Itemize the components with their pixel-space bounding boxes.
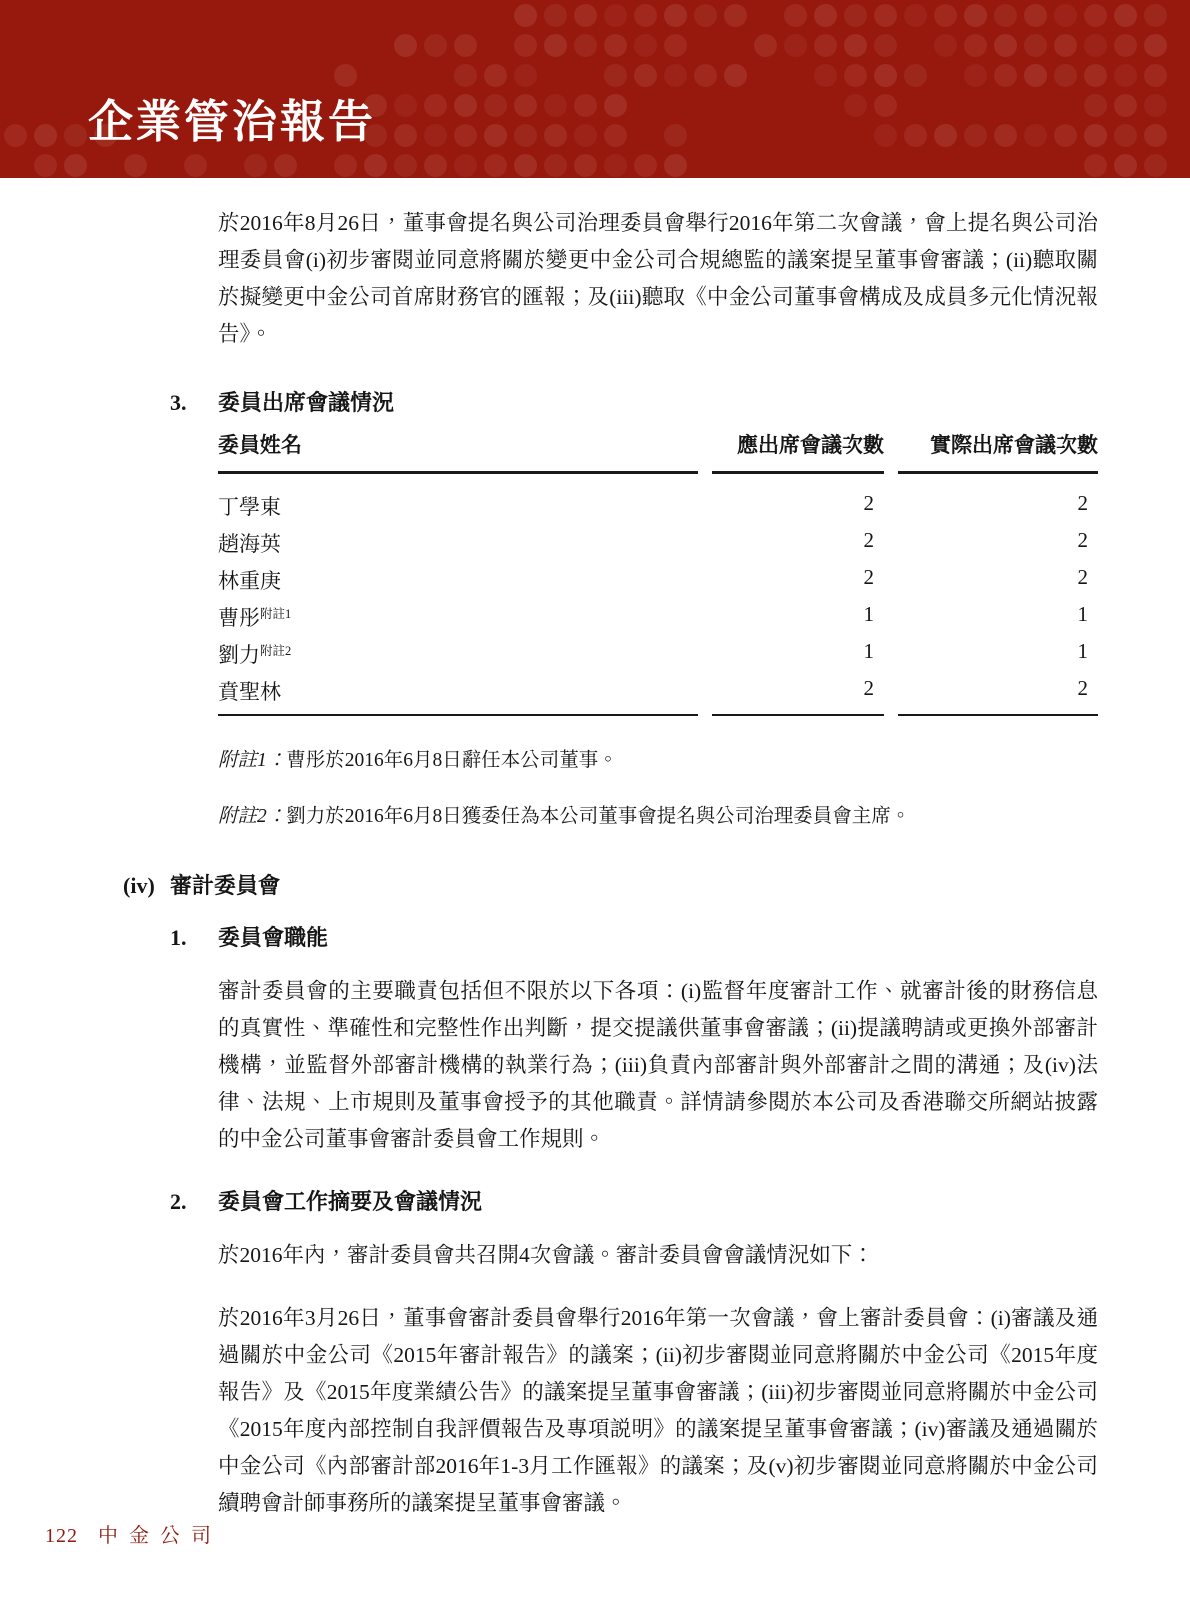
note-ref: 附註2 xyxy=(260,644,292,658)
banner-dot xyxy=(34,154,57,177)
subsection-2-heading xyxy=(170,1188,1190,1216)
banner-dot xyxy=(844,4,867,27)
banner-dot xyxy=(484,124,507,147)
banner-dot xyxy=(874,124,897,147)
banner-dot xyxy=(874,34,897,57)
intro-paragraph: 於2016年8月26日，董事會提名與公司治理委員會舉行2016年第二次會議，會上提名與公司治理委員會(i)初步審閱並同意將關於變更中金公司合規總監的議案提呈董事會審議；(ii)聽取關於擬變更中金公司首席財務官的匯報；及(iii)聽取《中金公司董事會構成及成員多元化情況報告》。 xyxy=(218,211,1098,346)
banner-dot xyxy=(964,4,987,27)
banner-dot xyxy=(694,64,717,87)
banner-dot xyxy=(1054,34,1077,57)
table-header-required: 應出席會議次數 xyxy=(712,429,884,474)
table-cell-actual: 2 xyxy=(1077,565,1088,589)
note-ref: 附註1 xyxy=(260,607,292,621)
banner-dot xyxy=(844,94,867,117)
footnote-2-label: 附註2： xyxy=(218,806,287,827)
banner-dot xyxy=(694,4,717,27)
banner-dot xyxy=(334,64,357,87)
banner-dot xyxy=(574,4,597,27)
banner-dot xyxy=(874,94,897,117)
banner-dot xyxy=(964,34,987,57)
banner-dot xyxy=(544,4,567,27)
banner-dot xyxy=(544,94,567,117)
banner-dot xyxy=(244,154,267,177)
banner-dot xyxy=(964,124,987,147)
banner-dot xyxy=(484,64,507,87)
banner-dot xyxy=(604,4,627,27)
banner-dot xyxy=(874,4,897,27)
banner-dot xyxy=(1084,64,1107,87)
banner-dot xyxy=(1084,34,1107,57)
banner-dot xyxy=(1144,64,1167,87)
banner-dot xyxy=(484,154,507,177)
banner-dot xyxy=(664,4,687,27)
banner-dot xyxy=(514,4,537,27)
banner-dot xyxy=(394,154,417,177)
table-row: 賁聖林 xyxy=(218,672,698,716)
section-iv-heading xyxy=(123,872,1190,900)
banner-dot xyxy=(1144,124,1167,147)
banner-dot xyxy=(454,154,477,177)
banner-dot xyxy=(514,34,537,57)
footnote-1 xyxy=(218,748,1098,774)
page-banner xyxy=(0,0,1190,178)
section-3-title: 委員出席會議情況 xyxy=(218,390,395,415)
banner-dot xyxy=(994,4,1017,27)
banner-dot xyxy=(394,124,417,147)
banner-dot xyxy=(424,154,447,177)
footnote-1-text: 曹彤於2016年6月8日辭任本公司董事。 xyxy=(286,750,618,771)
banner-dot xyxy=(514,94,537,117)
banner-dot xyxy=(814,64,837,87)
table-cell-required: 1 xyxy=(863,602,874,626)
banner-dot xyxy=(184,154,207,177)
banner-dot xyxy=(1114,94,1137,117)
banner-dot xyxy=(124,154,147,177)
banner-dot xyxy=(604,124,627,147)
banner-dot xyxy=(1024,34,1047,57)
banner-dot xyxy=(964,64,987,87)
banner-dot xyxy=(934,4,957,27)
table-cell-actual: 1 xyxy=(1077,602,1088,626)
banner-dot xyxy=(334,154,357,177)
banner-dot xyxy=(514,154,537,177)
banner-dot xyxy=(574,154,597,177)
banner-dot xyxy=(1144,94,1167,117)
banner-dot xyxy=(604,154,627,177)
table-cell-required: 1 xyxy=(863,639,874,663)
section-iv-number: (iv) xyxy=(123,873,155,898)
banner-dot xyxy=(394,34,417,57)
banner-dot xyxy=(634,154,657,177)
banner-dot xyxy=(574,94,597,117)
banner-dot xyxy=(424,34,447,57)
footnote-1-label: 附註1： xyxy=(218,750,287,771)
banner-dot xyxy=(1144,4,1167,27)
banner-dot xyxy=(394,94,417,117)
subsection-2-paragraph-1: 於2016年內，審計委員會共召開4次會議。審計委員會會議情況如下： xyxy=(218,1243,874,1267)
banner-dot xyxy=(1144,154,1167,177)
banner-dot xyxy=(454,34,477,57)
banner-dot xyxy=(574,124,597,147)
table-header-actual: 實際出席會議次數 xyxy=(898,429,1098,474)
section-3-number: 3. xyxy=(170,390,187,415)
company-name: 中金公司 xyxy=(98,1525,222,1547)
table-cell-actual: 1 xyxy=(1077,639,1088,663)
table-row: 劉力$^{附註2}$ xyxy=(218,643,292,667)
banner-dot xyxy=(424,94,447,117)
banner-dot xyxy=(784,4,807,27)
banner-dot xyxy=(994,34,1017,57)
banner-dot xyxy=(724,4,747,27)
banner-dot xyxy=(724,64,747,87)
subsection-2-number: 2. xyxy=(170,1189,187,1214)
banner-dot xyxy=(664,154,687,177)
banner-dot xyxy=(844,64,867,87)
banner-dot xyxy=(424,124,447,147)
banner-dot xyxy=(604,64,627,87)
table-row: 曹彤$^{附註1}$ xyxy=(218,606,292,630)
section-iv-title: 審計委員會 xyxy=(170,873,281,898)
banner-dot xyxy=(1054,64,1077,87)
banner-dot xyxy=(664,64,687,87)
banner-dot xyxy=(454,64,477,87)
banner-dot xyxy=(514,124,537,147)
banner-dot xyxy=(64,124,87,147)
banner-dot xyxy=(1114,154,1137,177)
banner-dot xyxy=(454,94,477,117)
table-cell-required: 2 xyxy=(712,672,884,716)
banner-dot xyxy=(1054,124,1077,147)
banner-dot xyxy=(1114,64,1137,87)
banner-dot xyxy=(454,124,477,147)
banner-dot xyxy=(604,34,627,57)
banner-dot xyxy=(664,34,687,57)
table-cell-required: 2 xyxy=(863,528,874,552)
banner-dot xyxy=(1024,4,1047,27)
banner-dot xyxy=(1024,64,1047,87)
banner-dot xyxy=(634,34,657,57)
footnote-2 xyxy=(218,804,1098,830)
banner-dot xyxy=(874,64,897,87)
table-row: 丁學東 xyxy=(218,495,281,519)
banner-dot xyxy=(904,4,927,27)
banner-dot xyxy=(994,124,1017,147)
banner-dot xyxy=(754,34,777,57)
banner-dot xyxy=(934,34,957,57)
subsection-1-title: 委員會職能 xyxy=(218,925,329,950)
banner-dot xyxy=(1054,4,1077,27)
banner-dot xyxy=(1144,34,1167,57)
banner-dot xyxy=(544,124,567,147)
page-content xyxy=(0,178,1190,1544)
table-cell-required: 2 xyxy=(863,565,874,589)
banner-dot xyxy=(574,34,597,57)
banner-dot xyxy=(1024,124,1047,147)
banner-dot xyxy=(604,94,627,117)
subsection-1-paragraph: 審計委員會的主要職責包括但不限於以下各項：(i)監督年度審計工作、就審計後的財務信息的真實性、準確性和完整性作出判斷，提交提議供董事會審議；(ii)提議聘請或更換外部審計機構，並監督外部審計機構的執業行為；(iii)負責內部審計與外部審計之間的溝通；及(iv)法律、法規、上市規則及董事會授予的其他職責。詳情請參閱於本公司及香港聯交所網站披露的中金公司董事會審計委員會工作規則。 xyxy=(218,979,1098,1151)
table-cell-required: 2 xyxy=(863,491,874,515)
banner-dot xyxy=(904,64,927,87)
page-footer xyxy=(45,1524,222,1548)
banner-dot xyxy=(1114,4,1137,27)
banner-dot xyxy=(514,64,537,87)
attendance-table xyxy=(218,429,1098,716)
banner-dot xyxy=(274,154,297,177)
banner-dot xyxy=(34,124,57,147)
banner-dot xyxy=(904,124,927,147)
banner-dot xyxy=(544,34,567,57)
banner-dot xyxy=(1084,124,1107,147)
banner-dot xyxy=(1114,34,1137,57)
banner-dot xyxy=(1114,124,1137,147)
subsection-1-number: 1. xyxy=(170,925,187,950)
page-number: 122 xyxy=(45,1525,78,1547)
banner-dot xyxy=(664,124,687,147)
banner-dot xyxy=(814,4,837,27)
subsection-2-paragraph-2: 於2016年3月26日，董事會審計委員會舉行2016年第一次會議，會上審計委員會：(i)審議及通過關於中金公司《2015年審計報告》的議案；(ii)初步審閱並同意將關於中金公司《2015年度報告》及《2015年度業績公告》的議案提呈董事會審議；(iii)初步審閱並同意將關於中金公司《2015年度內部控制自我評價報告及專項説明》的議案提呈董事會審議；(iv)審議及通過關於中金公司《內部審計部2016年1-3月工作匯報》的議案；及(v)初步審閱並同意將關於中金公司續聘會計師事務所的議案提呈董事會審議。 xyxy=(218,1306,1098,1515)
table-row: 趙海英 xyxy=(218,532,281,556)
banner-dot xyxy=(364,154,387,177)
banner-dot xyxy=(814,34,837,57)
table-header-name: 委員姓名 xyxy=(218,429,698,474)
banner-dot xyxy=(994,64,1017,87)
subsection-1-heading xyxy=(170,924,1190,952)
banner-dot xyxy=(4,124,27,147)
table-row: 林重庚 xyxy=(218,569,281,593)
banner-dot xyxy=(634,64,657,87)
banner-dot xyxy=(1084,154,1107,177)
subsection-2-title: 委員會工作摘要及會議情況 xyxy=(218,1189,483,1214)
banner-dot xyxy=(484,94,507,117)
table-cell-actual: 2 xyxy=(898,672,1098,716)
banner-dot xyxy=(1084,4,1107,27)
section-3-heading xyxy=(170,389,1190,417)
footnote-2-text: 劉力於2016年6月8日獲委任為本公司董事會提名與公司治理委員會主席。 xyxy=(286,806,911,827)
page-title: 企業管治報告 xyxy=(88,97,377,147)
banner-dot xyxy=(634,4,657,27)
banner-dot xyxy=(934,124,957,147)
table-cell-actual: 2 xyxy=(1077,528,1088,552)
banner-dot xyxy=(64,154,87,177)
table-cell-actual: 2 xyxy=(1077,491,1088,515)
banner-dot xyxy=(844,34,867,57)
banner-dot xyxy=(1084,94,1107,117)
banner-dot xyxy=(544,154,567,177)
banner-dot xyxy=(784,34,807,57)
